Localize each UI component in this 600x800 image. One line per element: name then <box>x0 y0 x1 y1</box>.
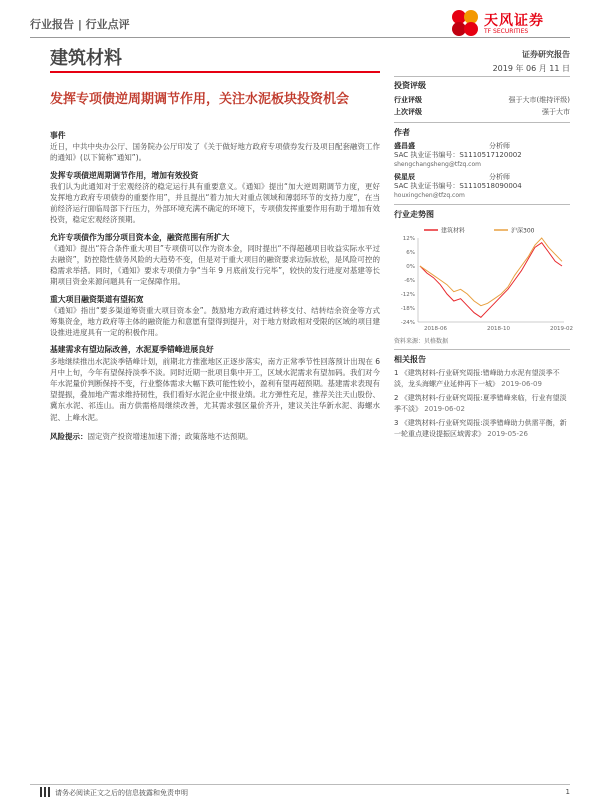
related-title: 《建筑材料-行业研究周报:夏季错峰来临，行业有望淡季不淡》 <box>394 394 567 413</box>
series-line <box>420 243 562 318</box>
section-heading: 基建需求有望边际改善，水泥夏季错峰进展良好 <box>50 345 214 355</box>
divider <box>394 122 570 123</box>
author-name: 侯星辰 <box>394 173 415 181</box>
y-tick-label: 12% <box>402 236 415 242</box>
divider <box>394 204 570 205</box>
sidebar-rule <box>394 76 570 77</box>
risk-text: 固定资产投资增速加速下滑；政策落地不达预期。 <box>87 431 253 441</box>
related-date: 2019-06-02 <box>424 405 465 413</box>
y-tick-label: -12% <box>400 292 415 298</box>
qr-code-icon <box>40 787 50 797</box>
author-name: 盛昌盛 <box>394 142 415 150</box>
report-type: 行业报告 | 行业点评 <box>30 18 130 31</box>
chart-header: 行业走势图 <box>394 210 434 219</box>
related-report[interactable] <box>394 418 570 440</box>
sector-title: 建筑材料 <box>50 48 122 69</box>
legend-label: 沪深300 <box>511 227 535 235</box>
section-body: 《通知》指出“要多渠道筹资重大项目资本金”。鼓励地方政府通过转移支付、结转结余资金等方式筹集资金，地方政府等主体的融资能力和意愿有望得到提升，对于地方财政相对受限的区域的项目建设推进进度具有一定的积极作用。 <box>50 305 380 338</box>
y-tick-label: 6% <box>406 250 415 256</box>
report-title: 发挥专项债逆周期调节作用，关注水泥板块投资机会 <box>50 92 350 107</box>
divider <box>394 349 570 350</box>
risk-note <box>50 431 380 442</box>
author-email[interactable]: shengchangsheng@tfzq.com <box>394 161 481 168</box>
page-number: 1 <box>565 788 570 796</box>
author-block <box>394 173 570 200</box>
report-label: 证券研究报告 <box>522 50 570 59</box>
x-tick-label: 2018-06 <box>424 326 447 332</box>
related-date: 2019-06-09 <box>501 380 542 388</box>
related-index: 1 <box>394 369 399 377</box>
y-tick-label: -18% <box>400 306 415 312</box>
related-report[interactable] <box>394 368 570 390</box>
author-block <box>394 142 570 169</box>
related-title: 《建筑材料-行业研究周报:淡季错峰助力供需平衡，新一轮重点建设提振区域需求》 <box>394 419 567 438</box>
chart-source: 资料来源：贝格数据 <box>394 338 449 345</box>
y-tick-label: -6% <box>404 278 415 284</box>
footer-disclaimer: 请务必阅读正文之后的信息披露和免责申明 <box>55 789 188 797</box>
section-heading: 发挥专项债逆周期调节作用，增加有效投资 <box>50 170 199 180</box>
x-tick-label: 2018-10 <box>487 326 510 332</box>
author-role: 分析师 <box>489 173 510 181</box>
top-bar <box>30 8 570 38</box>
industry-rating-row <box>394 94 570 106</box>
author-role: 分析师 <box>489 142 510 150</box>
section-body: 多地继续推出水泥淡季错峰计划，前期北方推涨地区正逐步落实，南方正常季节性回落预计出现在 6 月中上旬，今年有望保持淡季不淡。同时近期一批项目集中开工，区域水泥需求有望加码。我们对今年水泥量价判断保持不变，行业整体需求大幅下跌可能性较小，盈利有望再超预期。基建需求表现有望提振，叠加地产需求维持韧性，我们看好水泥企业中报业绩。北方弹性充足，推荐关注天山股份、冀东水泥、祁连山。南方供需格局继续改善，尤其需求强区量价齐升，建议关注华新水泥、海螺水泥、上峰水泥。 <box>50 356 380 422</box>
section-body: 近日，中共中央办公厅、国务院办公厅印发了《关于做好地方政府专项债券发行及项目配套融资工作的通知》(以下简称“通知”)。 <box>50 142 380 163</box>
related-index: 2 <box>394 394 399 402</box>
logo-cn: 天风证券 <box>484 13 544 29</box>
related-report[interactable] <box>394 393 570 415</box>
author-cert: SAC 执业证书编号：S1110518090004 <box>394 182 522 190</box>
related-title: 《建筑材料-行业研究周报:错峰助力水泥有望淡季不淡，龙头海螺产业延伸再下一城》 <box>394 369 560 388</box>
section-heading: 允许专项债作为部分项目资本金，融资范围有所扩大 <box>50 232 230 242</box>
section-body: 我们认为此通知对于宏观经济的稳定运行具有重要意义。《通知》提出“加大逆周期调节力度，更好发挥地方政府专项债券的重要作用”，并且提出“着力加大对重点领域和薄弱环节的支持力度”，在当前经济运行面临局部下行压力，外部环境充满不确定的环境下，专项债发挥重要作用有助于增加有效投资，稳定宏观经济预期。 <box>50 181 380 225</box>
industry-rating-value: 强于大市(维持评级) <box>508 96 570 104</box>
sector-rule <box>50 71 380 73</box>
company-logo <box>450 8 570 38</box>
series-line <box>420 238 562 306</box>
related-date: 2019-05-26 <box>487 430 528 438</box>
author-email[interactable]: houxingchen@tfzq.com <box>394 192 465 199</box>
prev-rating-row <box>394 106 570 118</box>
authors-header: 作者 <box>394 128 410 137</box>
section-heading: 重大项目融资渠道有望拓宽 <box>50 294 144 304</box>
y-tick-label: 0% <box>406 264 415 270</box>
footer-rule <box>30 784 570 785</box>
risk-label: 风险提示： <box>50 431 88 441</box>
y-tick-label: -24% <box>400 320 415 326</box>
author-cert: SAC 执业证书编号：S1110517120002 <box>394 151 522 159</box>
industry-trend-chart <box>394 224 573 334</box>
x-tick-label: 2019-02 <box>550 326 573 332</box>
section-body: 《通知》提出“符合条件重大项目”专项债可以作为资本金，同时提出“不得超越项目收益实际水平过去融资”，防控隐性债务风险的大趋势不变，但是对于重大项目的融资要求边际放松，是风险可控的稳需求举措。同时，《通知》要求专项债力争“当年 9 月底前发行完毕”，较快的发行进度对基建等长期项目资金来源问题具有一定保障作用。 <box>50 243 380 287</box>
tf-logo-icon <box>450 8 480 38</box>
related-header: 相关报告 <box>394 355 426 364</box>
logo-en: TF SECURITIES <box>484 28 529 35</box>
industry-rating-label: 行业评级 <box>394 96 422 104</box>
main-content <box>50 124 380 442</box>
sidebar <box>394 80 573 440</box>
section-heading: 事件 <box>50 131 66 140</box>
rating-header: 投资评级 <box>394 81 426 90</box>
legend-label: 建筑材料 <box>441 227 466 235</box>
report-date: 2019 年 06 月 11 日 <box>492 64 570 73</box>
trend-chart-svg <box>394 224 573 334</box>
prev-rating-label: 上次评级 <box>394 108 422 116</box>
header-rule <box>30 37 570 38</box>
prev-rating-value: 强于大市 <box>542 108 570 116</box>
related-index: 3 <box>394 419 399 427</box>
